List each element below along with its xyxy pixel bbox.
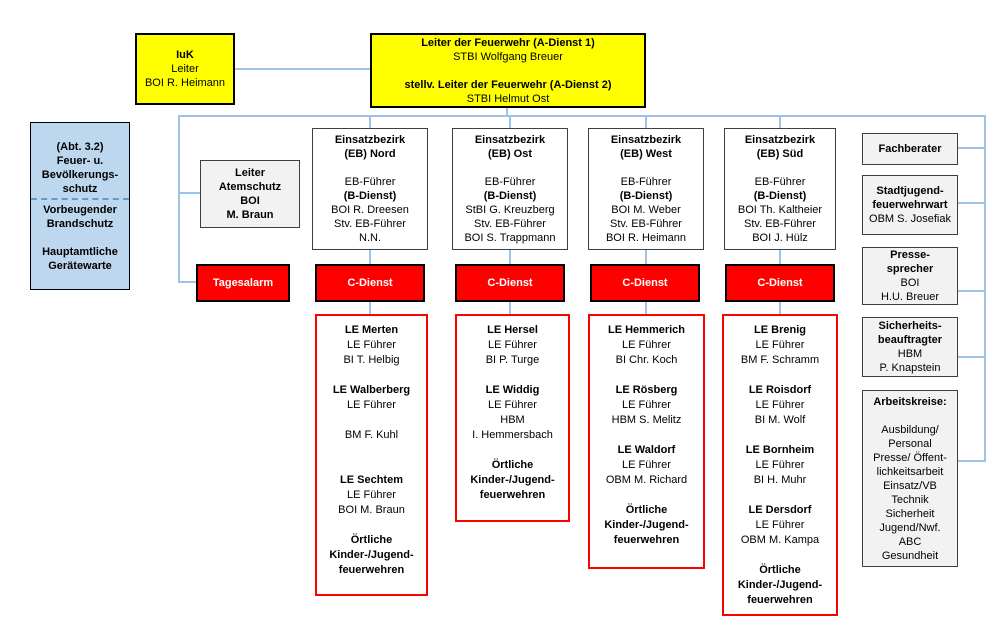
text-line: (B-Dienst) (343, 190, 397, 202)
connector-eb-nord-drop (369, 117, 371, 128)
text-line (317, 413, 426, 428)
text-line: BOI J. Hülz (752, 232, 808, 244)
text-line (590, 368, 703, 383)
text-line: I. Hemmersbach (472, 429, 553, 441)
text-line: (EB) Süd (756, 148, 804, 160)
section-divider (31, 198, 129, 200)
text-line: Örtliche (759, 564, 801, 576)
text-line: (Abt. 3.2) (56, 140, 104, 153)
text-line: Gesundheit (881, 549, 939, 562)
box-einsatzbezirk-nord (312, 128, 428, 250)
connector-tagesalarm-stub (180, 281, 196, 283)
text-line (317, 458, 426, 473)
text-line: Gerätewarte (48, 259, 112, 272)
text-line: Jugend/Nwf. (879, 521, 941, 534)
text-line: (EB) Nord (344, 148, 396, 160)
text-line: LE Sechtem (340, 474, 403, 486)
box-loescheinheiten-ost (455, 314, 570, 522)
connector-cd-le-ost (509, 302, 511, 314)
text-line: BM F. Kuhl (344, 429, 399, 441)
text-line: LE Waldorf (617, 444, 676, 456)
text-line: Einsatzbezirk (744, 134, 816, 146)
text-line: N.N. (359, 232, 381, 244)
connector-iuk-leitung (235, 68, 370, 70)
text-line: HBM (500, 414, 525, 426)
connector-bus (178, 115, 986, 117)
text-line: beauftragter (877, 334, 943, 346)
text-line: Tagesalarm (212, 277, 274, 289)
text-line (724, 428, 836, 443)
text-line: IuK (176, 49, 194, 61)
text-line: LE Führer (488, 339, 537, 351)
connector-eb-cd-nord (369, 250, 371, 264)
text-line: sprecher (886, 263, 934, 275)
box-einsatzbezirk-ost (452, 128, 568, 250)
text-line (590, 428, 703, 443)
text-line: Bevölkerungs- (41, 168, 119, 181)
box-arbeitskreise (862, 390, 958, 567)
text-line: Atemschutz (218, 181, 282, 193)
text-line: BOI Th. Kaltheier (737, 204, 823, 216)
connector-fachberater-stub (958, 147, 984, 149)
text-line: Vorbeugender (43, 203, 117, 216)
text-line: LE Führer (755, 339, 805, 351)
text-line: C-Dienst (622, 277, 668, 289)
text-line: Kinder-/Jugend- (604, 519, 689, 531)
text-line: LE Führer (755, 519, 805, 531)
text-line: EB-Führer (754, 176, 806, 188)
connector-stadtjugend-stub (958, 202, 984, 204)
text-line: Sicherheits- (878, 320, 942, 332)
box-c-dienst-west (590, 264, 700, 302)
box-tagesalarm (196, 264, 290, 302)
text-line (457, 368, 568, 383)
connector-cd-le-nord (369, 302, 371, 314)
text-line: M. Braun (226, 209, 274, 221)
text-line: Kinder-/Jugend- (737, 579, 823, 591)
text-line: LE Führer (755, 399, 805, 411)
text-line: Kinder-/Jugend- (329, 549, 414, 561)
text-line: Presse- (890, 249, 930, 261)
connector-left-drop (178, 117, 180, 283)
text-line: OBM M. Richard (605, 474, 688, 486)
text-line: LE Führer (755, 459, 805, 471)
text-line (724, 488, 836, 503)
text-line (589, 161, 703, 175)
text-line: (EB) West (620, 148, 672, 160)
text-line: LE Führer (347, 399, 396, 411)
box-loescheinheiten-nord (315, 314, 428, 596)
text-line: BOI (900, 277, 920, 289)
text-line: STBI Wolfgang Breuer (453, 50, 563, 63)
box-c-dienst-nord (315, 264, 425, 302)
box-abteilung-3-2 (30, 122, 130, 290)
text-line: LE Führer (488, 399, 537, 411)
text-line: StBI G. Kreuzberg (465, 204, 555, 216)
text-line: LE Führer (622, 399, 671, 411)
text-line: Stv. EB-Führer (610, 218, 682, 230)
connector-eb-ost-drop (509, 117, 511, 128)
text-line: Fachberater (878, 143, 942, 155)
text-line (724, 368, 836, 383)
text-line: P. Knapstein (879, 362, 941, 374)
text-line: Brandschutz (46, 217, 114, 230)
text-line: BI P. Turge (485, 354, 540, 366)
box-sicherheitsbeauftragter (862, 317, 958, 377)
text-line: Hauptamtliche (42, 245, 118, 258)
text-line (453, 161, 567, 175)
text-line: Einsatzbezirk (610, 134, 682, 146)
connector-cd-le-sued (779, 302, 781, 314)
text-line: ABC (898, 535, 922, 548)
box-c-dienst-sued (725, 264, 835, 302)
text-line: Stv. EB-Führer (334, 218, 406, 230)
box-c-dienst-ost (455, 264, 565, 302)
text-line: feuerwehren (613, 534, 680, 546)
text-line: feuerwehrwart (872, 199, 948, 211)
text-line (590, 488, 703, 503)
box-iuk (135, 33, 235, 105)
text-line: LE Roisdorf (748, 384, 812, 396)
text-line: LE Bornheim (745, 444, 815, 456)
text-line: schutz (62, 182, 98, 195)
text-line: Stv. EB-Führer (474, 218, 546, 230)
text-line: H.U. Breuer (880, 291, 940, 303)
text-line: LE Hersel (487, 324, 538, 336)
text-line: Sicherheit (885, 507, 935, 520)
text-line (725, 161, 835, 175)
text-line: (B-Dienst) (619, 190, 673, 202)
text-line: LE Rösberg (615, 384, 678, 396)
text-line: Kinder-/Jugend- (470, 474, 555, 486)
text-line: Feuer- u. (56, 154, 104, 167)
text-line (317, 518, 426, 533)
text-line (31, 231, 129, 245)
text-line: Einsatz/VB (883, 479, 937, 492)
text-line: BOI R. Heimann (144, 77, 226, 89)
text-line: LE Führer (347, 339, 396, 351)
box-loescheinheiten-sued (722, 314, 838, 616)
text-line: BI T. Helbig (343, 354, 400, 366)
text-line: EB-Führer (620, 176, 672, 188)
text-line: HBM (897, 348, 923, 360)
text-line: EB-Führer (484, 176, 536, 188)
text-line: C-Dienst (347, 277, 393, 289)
text-line: feuerwehren (338, 564, 405, 576)
box-leiter-atemschutz (200, 160, 300, 228)
text-line: BOI R. Heimann (605, 232, 687, 244)
text-line: LE Hemmerich (607, 324, 686, 336)
box-fachberater (862, 133, 958, 165)
text-line: LE Dersdorf (748, 504, 812, 516)
text-line: Personal (888, 437, 932, 450)
text-line: Technik (891, 493, 929, 506)
connector-eb-cd-sued (779, 250, 781, 264)
text-line: Leiter (171, 63, 199, 75)
connector-eb-sued-drop (779, 117, 781, 128)
text-line: OBM M. Kampa (740, 534, 820, 546)
connector-cd-le-west (645, 302, 647, 314)
text-line: BOI M. Braun (338, 504, 405, 516)
text-line: stellv. Leiter der Feuerwehr (A-Dienst 2) (404, 78, 612, 91)
text-line: LE Walberberg (332, 384, 411, 396)
text-line: STBI Helmut Ost (466, 92, 550, 105)
text-line: BI Chr. Koch (615, 354, 678, 366)
text-line: LE Führer (622, 459, 671, 471)
connector-atemschutz-stub (180, 192, 200, 194)
text-line: Presse/ Öffent- (873, 451, 947, 464)
text-line: feuerwehren (747, 594, 813, 606)
connector-presse-stub (958, 290, 984, 292)
text-line: LE Führer (622, 339, 671, 351)
connector-right-drop (984, 117, 986, 462)
text-line: BOI (240, 195, 260, 207)
text-line (313, 161, 427, 175)
text-line: C-Dienst (487, 277, 533, 289)
box-loescheinheiten-west (588, 314, 705, 569)
connector-eb-cd-west (645, 250, 647, 264)
text-line: Örtliche (491, 459, 534, 471)
connector-arbeitskreise-stub (958, 460, 984, 462)
text-line (457, 443, 568, 458)
text-line (317, 443, 426, 458)
text-line (863, 409, 957, 423)
text-line: (EB) Ost (488, 148, 532, 160)
box-pressesprecher (862, 247, 958, 305)
text-line (317, 368, 426, 383)
text-line: feuerwehren (479, 489, 546, 501)
text-line: Örtliche (350, 534, 393, 546)
text-line: BM F. Schramm (740, 354, 820, 366)
text-line: HBM S. Melitz (611, 414, 682, 426)
text-line: BOI M. Weber (611, 204, 681, 216)
text-line: (B-Dienst) (483, 190, 537, 202)
text-line: Örtliche (625, 504, 668, 516)
text-line: OBM S. Josefiak (869, 213, 951, 225)
text-line: Einsatzbezirk (474, 134, 546, 146)
text-line: BI H. Muhr (753, 474, 807, 486)
box-stadtjugendfeuerwehrwart (862, 175, 958, 235)
text-line: EB-Führer (344, 176, 396, 188)
text-line: Arbeitskreise: (873, 395, 947, 408)
text-line: LE Merten (344, 324, 399, 336)
text-line: Leiter der Feuerwehr (A-Dienst 1) (421, 36, 595, 49)
connector-sicherheit-stub (958, 356, 984, 358)
text-line: LE Führer (347, 489, 396, 501)
text-line: Einsatzbezirk (334, 134, 406, 146)
text-line: LE Brenig (754, 324, 806, 336)
text-line: Leiter (235, 167, 265, 179)
text-line (724, 548, 836, 563)
text-line: Stv. EB-Führer (744, 218, 816, 230)
text-line: Stadtjugend- (876, 185, 944, 197)
text-line: Ausbildung/ (881, 423, 939, 436)
box-leiter-der-feuerwehr (370, 33, 646, 108)
text-line: BOI S. Trappmann (464, 232, 556, 244)
connector-eb-cd-ost (509, 250, 511, 264)
text-line (372, 64, 644, 78)
text-line: BOI R. Dreesen (331, 204, 409, 216)
text-line: C-Dienst (757, 277, 803, 289)
box-einsatzbezirk-west (588, 128, 704, 250)
text-line: LE Widdig (485, 384, 540, 396)
connector-eb-west-drop (645, 117, 647, 128)
text-line: (B-Dienst) (753, 190, 807, 202)
text-line: BI M. Wolf (754, 414, 806, 426)
box-einsatzbezirk-sued (724, 128, 836, 250)
text-line: lichkeitsarbeit (876, 465, 944, 478)
